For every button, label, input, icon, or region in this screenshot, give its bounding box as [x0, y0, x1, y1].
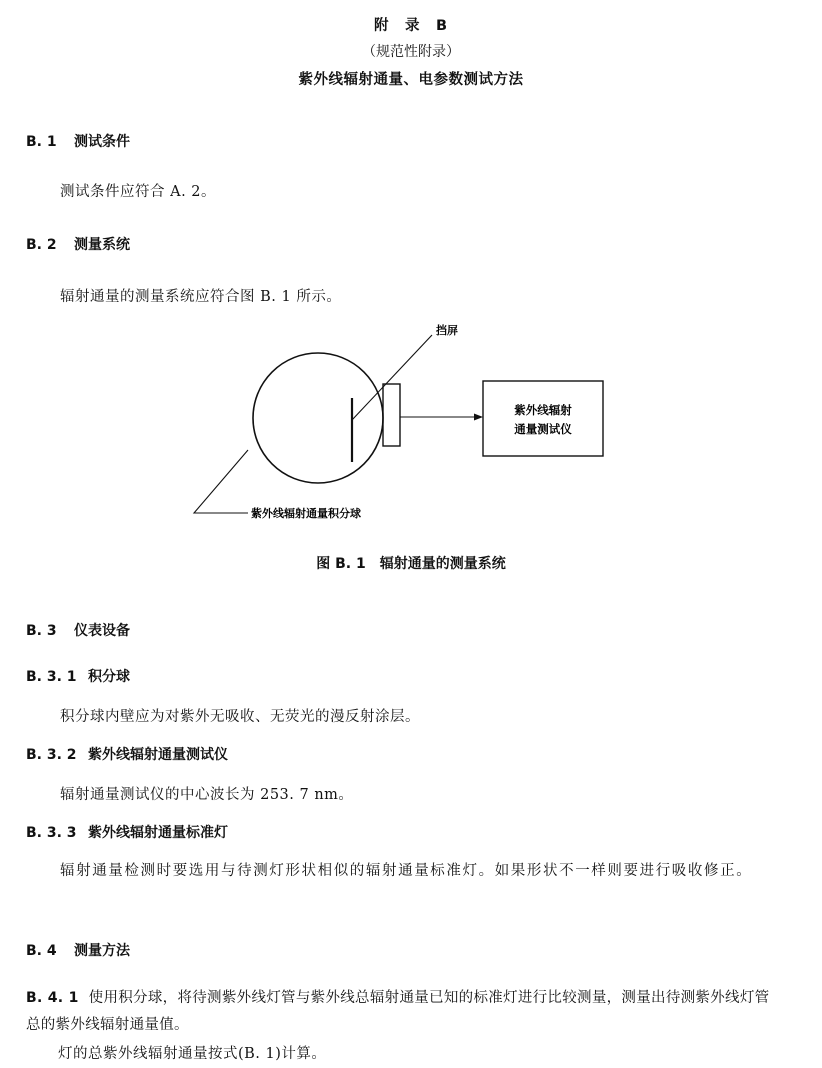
- section-b31-text: 积分球内壁应为对紫外无吸收、无荧光的漫反射涂层。: [60, 709, 420, 725]
- section-b33-title: 紫外线辐射通量标准灯: [88, 825, 228, 841]
- sphere-leader-line: [194, 450, 248, 513]
- section-b32-title: 紫外线辐射通量测试仪: [88, 747, 228, 763]
- appendix-title: 紫外线辐射通量、电参数测试方法: [298, 72, 524, 88]
- section-b31-heading: [26, 666, 130, 686]
- section-b41-number: B. 4. 1: [26, 990, 79, 1006]
- section-b3-number: B. 3: [26, 623, 57, 639]
- section-b33-text: 辐射通量检测时要选用与待测灯形状相似的辐射通量标准灯。如果形状不一样则要进行吸收修正。: [60, 863, 753, 879]
- section-b1-title: 测试条件: [74, 134, 130, 150]
- meter-label-line2: 通量测试仪: [514, 422, 572, 436]
- screen-leader-line: [352, 335, 432, 420]
- normative-note: （规范性附录）: [362, 44, 460, 60]
- section-b4-heading: [26, 940, 130, 960]
- section-b31-number: B. 3. 1: [26, 669, 77, 685]
- section-b41-text: 使用积分球，将待测紫外线灯管与紫外线总辐射通量已知的标准灯进行比较测量，测量出待测紫外线灯管总的紫外线辐射通量值。: [26, 990, 770, 1033]
- integrating-sphere: [253, 353, 383, 483]
- section-b4-number: B. 4: [26, 943, 57, 959]
- section-b41-paragraph: [26, 985, 776, 1039]
- section-b1-text: 测试条件应符合 A. 2。: [60, 184, 217, 200]
- meter-label-line1: 紫外线辐射: [514, 403, 572, 417]
- section-b2-text: 辐射通量的测量系统应符合图 B. 1 所示。: [60, 289, 342, 305]
- section-b3-heading: [26, 620, 130, 640]
- section-b1-number: B. 1: [26, 134, 57, 150]
- section-b33-number: B. 3. 3: [26, 825, 77, 841]
- figure-caption: 图 B. 1 辐射通量的测量系统: [316, 556, 506, 572]
- section-b32-number: B. 3. 2: [26, 747, 77, 763]
- section-b2-title: 测量系统: [74, 237, 130, 253]
- sphere-label: 紫外线辐射通量积分球: [251, 507, 361, 520]
- section-b41-text2: 灯的总紫外线辐射通量按式(B. 1)计算。: [58, 1046, 327, 1062]
- radiant-flux-meter-box: [483, 381, 603, 456]
- section-b3-title: 仪表设备: [74, 623, 130, 639]
- screen-label: 挡屏: [436, 324, 458, 337]
- section-b2-number: B. 2: [26, 237, 57, 253]
- section-b31-title: 积分球: [88, 669, 130, 685]
- section-b33-heading: [26, 822, 228, 842]
- appendix-heading: 附 录 B: [373, 18, 449, 34]
- section-b32-text: 辐射通量测试仪的中心波长为 253. 7 nm。: [60, 787, 354, 803]
- sphere-port: [383, 384, 400, 446]
- section-b4-title: 测量方法: [74, 943, 130, 959]
- section-b32-heading: [26, 744, 228, 764]
- signal-arrow-head: [474, 414, 483, 421]
